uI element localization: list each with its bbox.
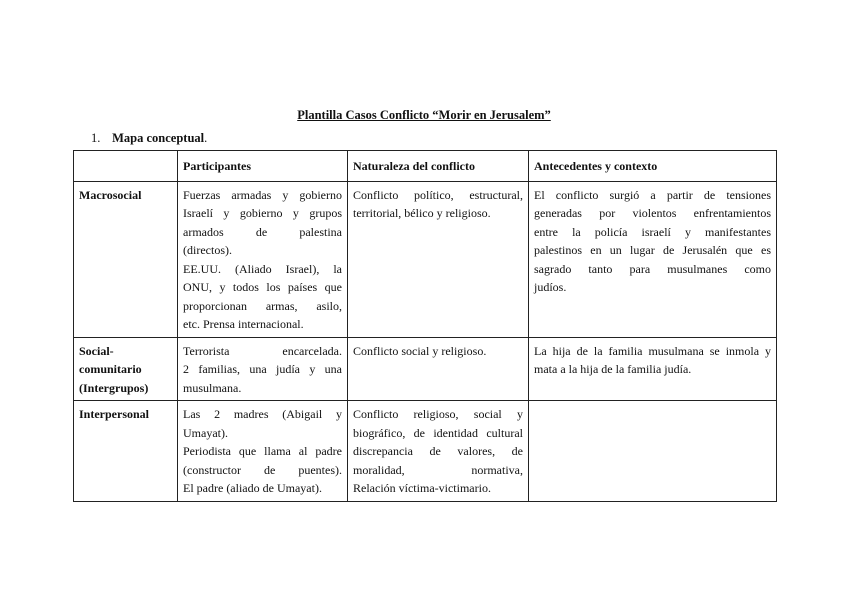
table-body [74,181,777,501]
cell-line: 2 familias, una judía y una [183,362,342,376]
cell-line: Las 2 madres (Abigail y [183,407,342,421]
cell-naturaleza [348,401,529,502]
section-heading [91,131,207,146]
cell-line: Relación víctima-victimario. [353,481,491,495]
cell-line: (constructor de puentes). [183,462,342,477]
section-number: 1. [91,131,101,145]
table-header-row [74,151,777,182]
page-title: Plantilla Casos Conflicto “Morir en Jerusalem” [297,108,551,122]
cell-line: Conflicto político, estructural, [353,187,523,202]
cell-line: territorial, bélico y religioso. [353,206,491,220]
cell-line: Periodista que llama al padre [183,444,342,458]
header-participantes: Participantes [178,151,348,182]
cell-line: biográfico, de identidad cultural [353,425,523,440]
cell-antecedentes [529,181,777,337]
cell-line: proporcionan armas, asilo, [183,298,342,313]
cell-antecedentes [529,401,777,502]
header-naturaleza: Naturaleza del conflicto [348,151,529,182]
cell-naturaleza [348,337,529,401]
table-row [74,401,777,502]
cell-antecedentes [529,337,777,401]
cell-naturaleza [348,181,529,337]
cell-line: etc. Prensa internacional. [183,317,304,331]
cell-line: entre la policía israelí y manifestantes [534,224,771,239]
row-label: Interpersonal [74,401,178,502]
cell-line: Conflicto religioso, social y [353,407,523,421]
cell-participantes [178,181,348,337]
cell-line: mata a la hija de la familia judía. [534,362,692,376]
cell-line: El conflicto surgió a partir de tensiones [534,187,771,202]
cell-line: Conflicto social y religioso. [353,343,487,358]
table-row [74,337,777,401]
cell-line: EE.UU. (Aliado Israel), la [183,261,342,276]
row-label: Macrosocial [74,181,178,337]
cell-line: moralidad, normativa, [353,462,523,477]
header-empty [74,151,178,182]
cell-line: judíos. [534,280,567,294]
table-row [74,181,777,337]
row-label: Social-comunitario (Intergrupos) [74,337,178,401]
cell-participantes [178,401,348,502]
cell-participantes [178,337,348,401]
cell-line: La hija de la familia musulmana se inmola y [534,343,771,358]
cell-line: (directos). [183,243,232,257]
cell-line: Umayat). [183,425,228,440]
cell-line: discrepancia de valores, de [353,444,523,458]
concept-map-table [73,150,777,502]
cell-line: sagrado tanto para musulmanes como [534,261,771,276]
cell-line: generadas por violentos enfrentamientos [534,206,771,220]
cell-line: Israelí y gobierno y grupos [183,206,342,220]
cell-line: Fuerzas armadas y gobierno [183,187,342,202]
cell-line: ONU, y todos los países que [183,280,342,294]
section-label: Mapa conceptual [112,131,205,145]
cell-line: Terrorista encarcelada. [183,343,342,358]
cell-line: armados de palestina [183,224,342,239]
cell-line: palestinos en un lugar de Jerusalén que es [534,243,771,257]
cell-line: El padre (aliado de Umayat). [183,481,322,495]
section-suffix: . [204,131,208,145]
cell-line: musulmana. [183,380,242,395]
header-antecedentes: Antecedentes y contexto [529,151,777,182]
